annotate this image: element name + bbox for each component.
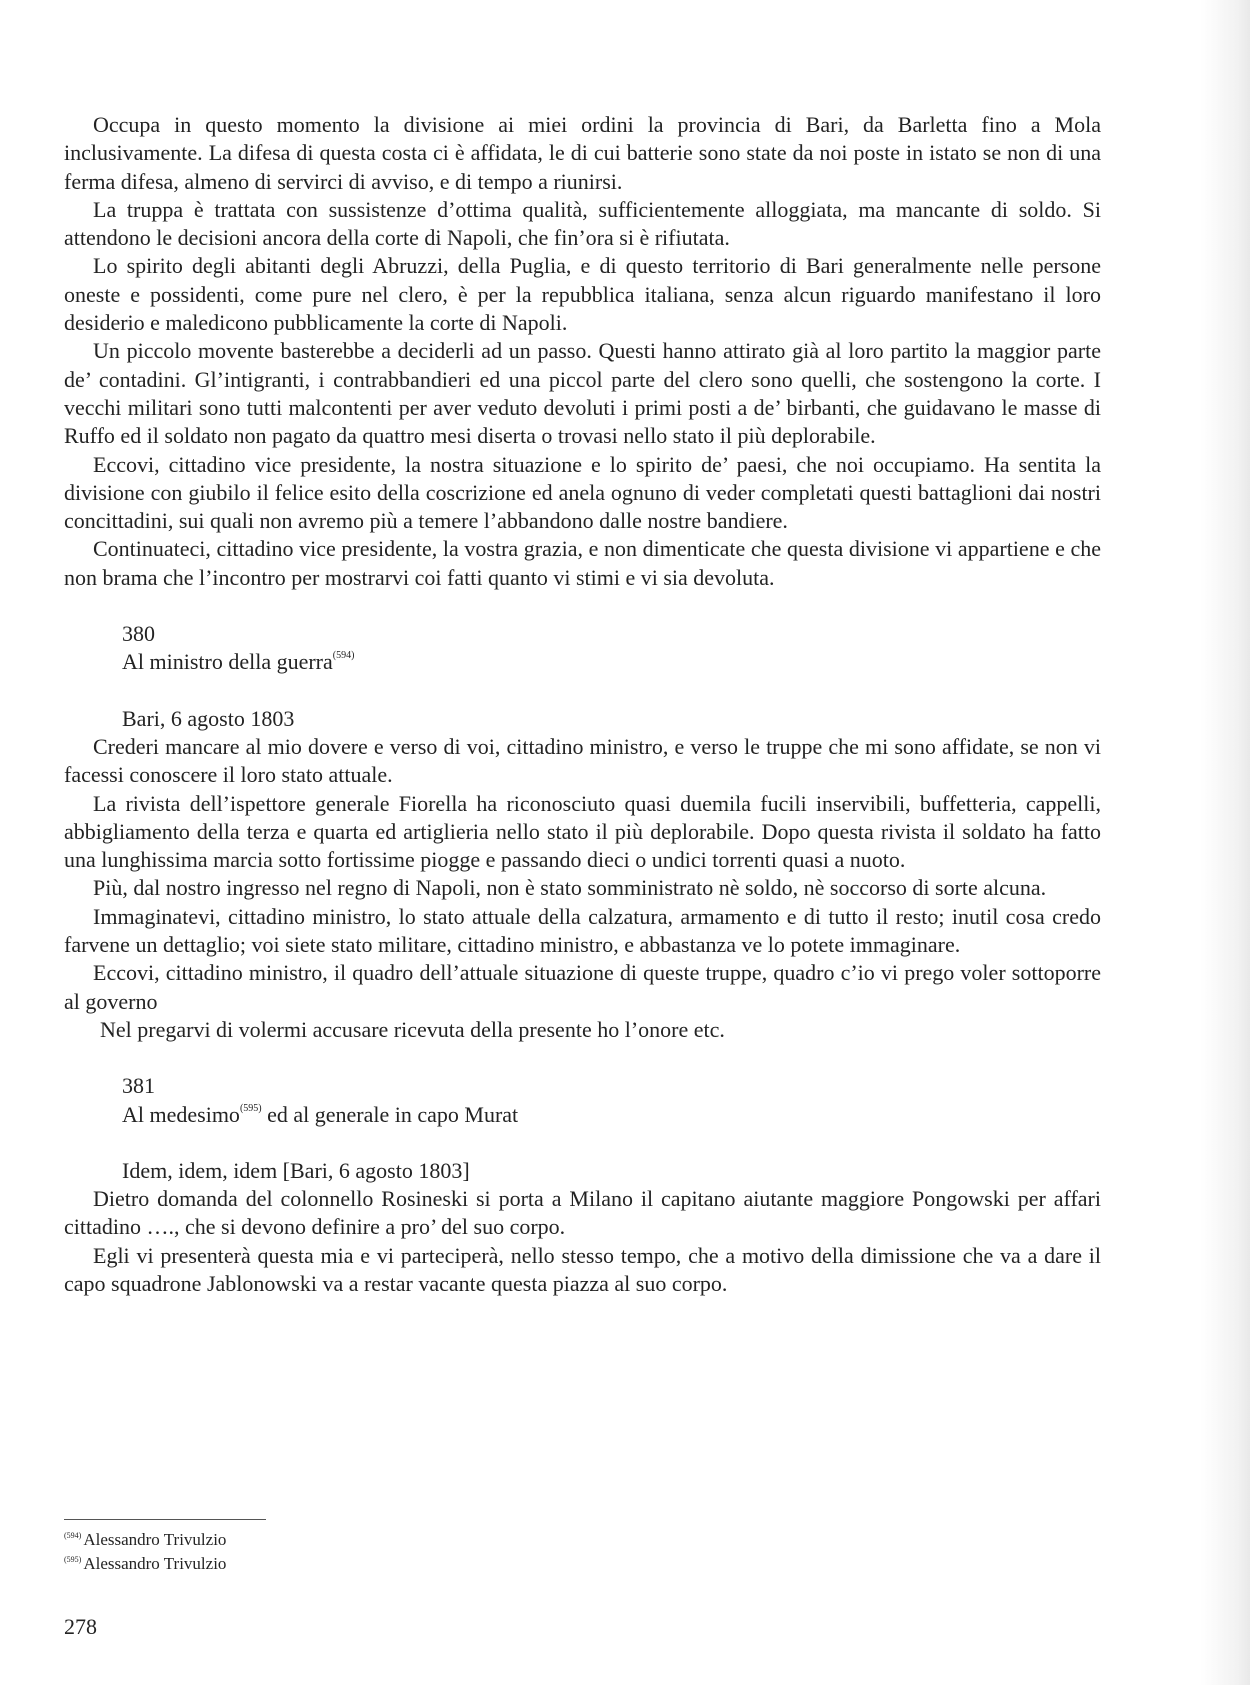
letter-place-date: Idem, idem, idem [Bari, 6 agosto 1803] <box>122 1157 470 1183</box>
footnote-mark: (594) <box>64 1531 82 1540</box>
footnotes <box>64 1528 226 1576</box>
paragraph: La rivista dell’ispettore generale Fiorella ha riconosciuto quasi duemila fucili inservibili, buffetteria, cappelli, abbigliamento della terza e quarta ed artiglieria nello stato il più deplorabile. Dopo questa rivista il soldato ha fatto una lunghissima marcia sotto fortissime piogge e passando dieci o undici torrenti quasi a nuoto. <box>64 790 1101 873</box>
footnote-594 <box>64 1528 226 1552</box>
letter-place-date: Bari, 6 agosto 1803 <box>122 705 295 731</box>
letter-number: 380 <box>122 621 155 647</box>
footnote-reference[interactable]: (594) <box>332 650 355 662</box>
footnote-reference[interactable]: (595) <box>239 1102 262 1114</box>
paragraph: Continuateci, cittadino vice presidente, la vostra grazia, e non dimenticate che questa divisione vi appartiene e che non brama che l’incontro per mostrarvi coi fatti quanto vi stimi e vi sia devoluta. <box>64 536 1101 590</box>
paragraph: Egli vi presenterà questa mia e vi parteciperà, nello stesso tempo, che a motivo della dimissione che va a dare il capo squadrone Jablonowski va a restar vacante questa piazza al suo corpo. <box>64 1242 1101 1296</box>
paragraph: Più, dal nostro ingresso nel regno di Napoli, non è stato somministrato nè soldo, nè soccorso di sorte alcuna. <box>93 875 1047 901</box>
footnote-divider <box>64 1519 266 1520</box>
paragraph: La truppa è trattata con sussistenze d’ottima qualità, sufficientemente alloggiata, ma mancante di soldo. Si attendono le decisioni ancora della corte di Napoli, che fin’ora si è rifiutata. <box>64 196 1101 251</box>
footnote-595 <box>64 1552 226 1576</box>
paragraph: Eccovi, cittadino ministro, il quadro dell’attuale situazione di queste truppe, quadro c’io vi prego voler sottoporre al governo <box>64 960 1101 1014</box>
footnote-mark: (595) <box>64 1555 82 1564</box>
footnote-text: Alessandro Trivulzio <box>83 1554 227 1573</box>
closing-line: Nel pregarvi di volermi accusare ricevuta della presente ho l’onore etc. <box>100 1016 725 1042</box>
footnote-text: Alessandro Trivulzio <box>83 1530 227 1549</box>
paragraph: Dietro domanda del colonnello Rosineski si porta a Milano il capitano aiutante maggiore Pongowski per affari cittadino …., che si devono definire a pro’ del suo corpo. <box>64 1186 1101 1240</box>
paragraph: Crederi mancare al mio dovere e verso di voi, cittadino ministro, e verso le truppe che mi sono affidate, se non vi facessi conoscere il loro stato attuale. <box>64 733 1101 788</box>
letter-recipient: Al ministro della guerra$^{(594)}$ <box>122 649 355 675</box>
paragraph: Eccovi, cittadino vice presidente, la nostra situazione e lo spirito de’ paesi, che noi occupiamo. Ha sentita la divisione con giubilo il felice esito della coscrizione ed anela ognuno di veder completati questi battaglioni dai nostri concittadini, sui quali non avremo più a temere l’abbandono dalle nostre bandiere. <box>64 451 1101 534</box>
paragraph: Immaginatevi, cittadino ministro, lo stato attuale della calzatura, armamento e di tutto il resto; inutil cosa credo farvene un dettaglio; voi siete stato militare, cittadino ministro, e abbastanza ve lo potete immaginare. <box>64 903 1101 958</box>
letter-recipient: Al medesimo$^{(595)}$ ed al generale in capo Murat <box>122 1101 519 1127</box>
main-text <box>64 111 1101 1298</box>
paragraph: Un piccolo movente basterebbe a deciderli ad un passo. Questi hanno attirato già al loro partito la maggior parte de’ contadini. Gl’intigranti, i contrabbandieri ed una piccol parte del clero sono quelli, che sostengono la corte. I vecchi militari sono tutti malcontenti per aver veduto devoluti i primi posti a de’ birbanti, che guidavano le masse di Ruffo ed il soldato non pagato da quattro mesi diserta o trovasi nello stato il più deplorabile. <box>64 338 1101 449</box>
paragraph: Lo spirito degli abitanti degli Abruzzi, della Puglia, e di questo territorio di Bari generalmente nelle persone oneste e possidenti, come pure nel clero, è per la repubblica italiana, senza alcun riguardo manifestano il loro desiderio e maledicono pubblicamente la corte di Napoli. <box>64 253 1101 336</box>
page-number: 278 <box>64 1614 97 1639</box>
letter-number: 381 <box>122 1073 155 1099</box>
paragraph: Occupa in questo momento la divisione ai miei ordini la provincia di Bari, da Barletta fino a Mola inclusivamente. La difesa di questa costa ci è affidata, le di cui batterie sono state da noi poste in istato se non di una ferma difesa, almeno di servirci di avviso, e di tempo a riunirsi. <box>64 112 1101 194</box>
